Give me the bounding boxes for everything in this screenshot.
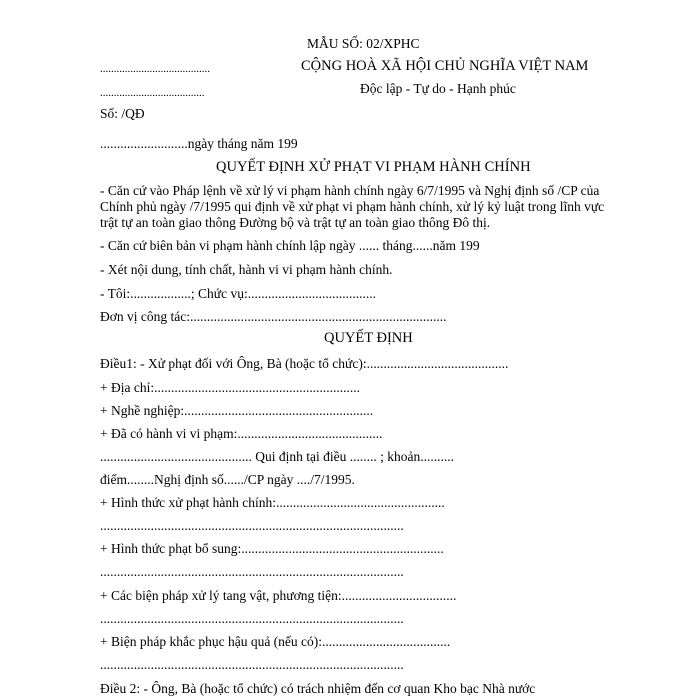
article-1-remedy: + Biện pháp khắc phục hậu quả (nếu có):...................................... [100, 634, 451, 649]
article-1-remedy-dots: .......................................................................................... [100, 657, 404, 672]
document-title: QUYẾT ĐỊNH XỬ PHẠT VI PHẠM HÀNH CHÍNH [216, 159, 531, 175]
article-1-additional-penalty: + Hình thức phạt bổ sung:............................................................ [100, 541, 444, 556]
article-1-penalty-form: + Hình thức xử phạt hành chính:.................................................. [100, 495, 445, 510]
decision-number: Số: /QĐ [100, 106, 145, 121]
republic-heading: CỘNG HOÀ XÃ HỘI CHỦ NGHĨA VIỆT NAM [301, 58, 589, 74]
motto: Độc lập - Tự do - Hạnh phúc [360, 81, 516, 96]
article-1-line-1: Điều1: - Xử phạt đối với Ông, Bà (hoặc tổ chức):.......................................... [100, 356, 509, 371]
agency-dots-2: ...................................... [100, 87, 205, 99]
article-1-evidence-dots: .......................................................................................... [100, 611, 404, 626]
article-1-evidence-measures: + Các biện pháp xử lý tang vật, phương tiện:.................................. [100, 588, 457, 603]
article-1-violation: + Đã có hành vi vi phạm:........................................... [100, 426, 383, 441]
preamble-2: - Căn cứ biên bản vi phạm hành chính lập ngày ...... tháng......năm 199 [100, 238, 480, 253]
agency-dots-1: ........................................ [100, 63, 210, 75]
article-1-occupation: + Nghề nghiệp:........................................................ [100, 403, 374, 418]
place-date: ..........................ngày tháng năm 199 [100, 136, 298, 151]
article-2-line-1: Điều 2: - Ông, Bà (hoặc tổ chức) có trách nhiệm đến cơ quan Kho bạc Nhà nước [100, 681, 536, 696]
preamble-1-line-3: trật tự an toàn giao thông Đường bộ và trật tự an toàn giao thông Đô thị. [100, 215, 491, 230]
article-1-address: + Địa chỉ:............................................................. [100, 380, 360, 395]
article-1-additional-dots: .......................................................................................... [100, 564, 404, 579]
preamble-4: - Tôi:..................; Chức vụ:...................................... [100, 286, 376, 301]
form-code: MẪU SỐ: 02/XPHC [307, 36, 420, 51]
preamble-5: Đơn vị công tác:............................................................................ [100, 309, 447, 324]
article-1-penalty-dots: .......................................................................................... [100, 518, 404, 533]
article-1-regulation: ............................................. Qui định tại điều ........ ; khoản.......... [100, 449, 454, 464]
preamble-1-line-2: Chính phủ ngày /7/1995 qui định về xử phạt vi phạm hành chính, xử lý kỷ luật trong lĩnh vực [100, 199, 605, 214]
preamble-3: - Xét nội dung, tính chất, hành vi vi phạm hành chính. [100, 262, 393, 277]
decision-heading: QUYẾT ĐỊNH [324, 330, 413, 346]
article-1-decree: điểm........Nghị định số....../CP ngày ..../7/1995. [100, 472, 355, 487]
preamble-1-line-1: - Căn cứ vào Pháp lệnh về xử lý vi phạm hành chính ngày 6/7/1995 và Nghị định số /CP của [100, 183, 600, 198]
